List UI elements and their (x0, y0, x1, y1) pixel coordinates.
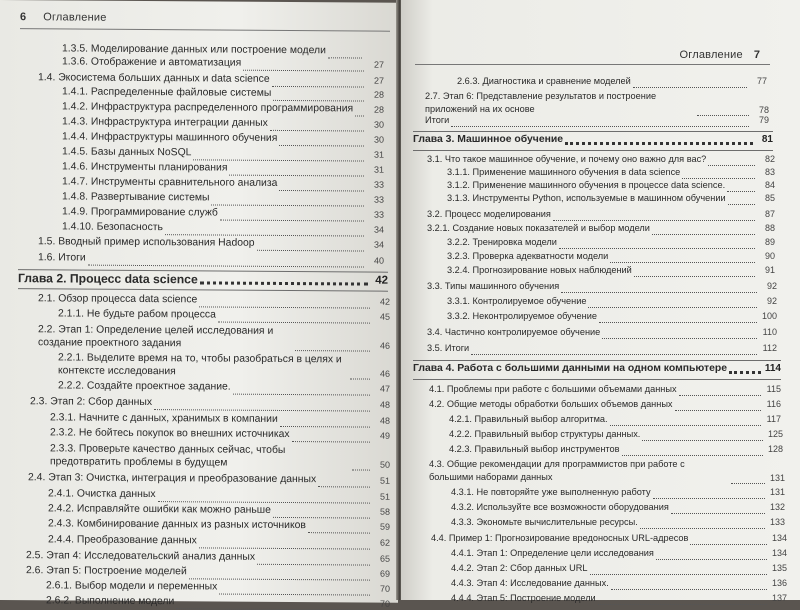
left-page-number: 6 (20, 11, 27, 24)
toc-entry: 2.2.2. Создайте проектное задание. 47 (58, 380, 390, 394)
toc-entry: 3.3.2. Неконтролируемое обучение 100 (447, 311, 777, 321)
toc-entry: 2.2. Этап 1: Определение целей исследования и создание проектного задания 46 (38, 324, 390, 351)
toc-entry: 1.3.6. Отображение и автоматизация 27 (62, 56, 384, 70)
toc-entry: 3.5. Итоги 112 (427, 343, 777, 353)
toc-chapter-heading: Глава 2. Процесс data science 42 (18, 269, 388, 291)
toc-entry: 3.1.2. Применение машинного обучения в процессе data science. 84 (447, 180, 775, 190)
toc-entry: 1.4.4. Инфраструктуры машинного обучения 30 (62, 131, 384, 145)
toc-entry: 4.4.4. Этап 5: Построение модели 137 (451, 593, 787, 603)
left-book-page (0, 0, 398, 609)
toc-entry: 2.3.1. Начните с данных, хранимых в компании 48 (50, 412, 390, 426)
toc-entry: 4.4. Пример 1: Прогнозирование вредоносных URL-адресов 134 (431, 533, 787, 543)
header-rule (415, 64, 770, 65)
toc-entry: 3.3.1. Контролируемое обучение 92 (447, 296, 777, 306)
right-book-page (401, 0, 800, 603)
toc-entry: 4.1. Проблемы при работе с большими объемами данных 115 (429, 384, 781, 394)
right-running-head (679, 49, 760, 61)
toc-entry: 1.4.8. Развертывание системы 33 (62, 191, 384, 205)
toc-entry: 4.4.1. Этап 1: Определение цели исследования 134 (451, 548, 787, 558)
toc-entry: 2.4. Этап 3: Очистка, интеграция и преобразование данных 51 (28, 472, 390, 486)
toc-entry: 3.1.1. Применение машинного обучения в data science 83 (447, 167, 775, 177)
toc-entry: 1.6. Итоги 40 (38, 252, 384, 266)
toc-entry: 4.2.1. Правильный выбор алгоритма. 117 (449, 414, 781, 424)
toc-entry: 2.3.3. Проверьте качество данных сейчас, чтобы предотвратить проблемы в будущем 50 (50, 443, 390, 470)
toc-entry: 2.4.4. Преобразование данных 62 (48, 534, 390, 548)
toc-entry: 2.4.2. Исправляйте ошибки как можно раньше 58 (48, 503, 390, 517)
toc-entry: 3.1.3. Инструменты Python, используемые в машинном обучении 85 (447, 193, 775, 203)
toc-entry: 1.4.2. Инфраструктура распределенного программирования 28 (62, 101, 384, 115)
toc-entry: 4.3. Общие рекомендации для программистов при работе с большими наборами данных 131 (429, 459, 785, 483)
toc-entry: 3.2.4. Прогнозирование новых наблюдений 91 (447, 265, 775, 275)
toc-entry: 2.5. Этап 4: Исследовательский анализ данных 65 (26, 550, 390, 564)
toc-entry: 1.4.5. Базы данных NoSQL 31 (62, 146, 384, 160)
toc-entry: 1.4.10. Безопасность 34 (62, 221, 384, 235)
toc-entry: 4.3.1. Не повторяйте уже выполненную работу 131 (451, 487, 785, 497)
toc-entry: 2.3.2. Не бойтесь покупок во внешних источниках 49 (50, 427, 390, 441)
toc-entry: 1.4.1. Распределенные файловые системы 28 (62, 86, 384, 100)
toc-entry: 3.3. Типы машинного обучения 92 (427, 281, 777, 291)
left-running-title: Оглавление (43, 11, 107, 24)
toc-entry: 1.4.7. Инструменты сравнительного анализа 33 (62, 176, 384, 190)
right-page-number: 7 (753, 49, 760, 61)
right-running-title: Оглавление (679, 49, 743, 61)
header-rule (20, 28, 390, 32)
toc-chapter-heading: Глава 3. Машинное обучение 81 (413, 131, 773, 151)
toc-entry: 3.2.2. Тренировка модели 89 (447, 237, 775, 247)
toc-entry: Итоги 79 (425, 115, 769, 125)
toc-entry: 4.2.3. Правильный выбор инструментов 128 (449, 444, 783, 454)
toc-entry: 1.4. Экосистема больших данных и data science 27 (38, 72, 384, 86)
toc-entry: 1.4.9. Программирование служб 33 (62, 206, 384, 220)
toc-entry: 3.2.1. Создание новых показателей и выбор модели 88 (427, 223, 775, 233)
toc-entry: 1.4.6. Инструменты планирования 31 (62, 161, 384, 175)
toc-entry: 2.6.2. Выполнение модели 70 (46, 595, 390, 609)
toc-entry: 2.4.3. Комбинирование данных из разных источников 59 (48, 518, 390, 532)
toc-entry: 3.4. Частично контролируемое обучение 110 (427, 327, 777, 337)
toc-entry: 2.6.1. Выбор модели и переменных 70 (46, 580, 390, 594)
toc-entry: 2.6. Этап 5: Построение моделей 69 (26, 565, 390, 579)
toc-entry: 4.3.3. Экономьте вычислительные ресурсы. 133 (451, 517, 785, 527)
toc-entry: 2.2.1. Выделите время на то, чтобы разобраться в целях и контексте исследования 46 (58, 352, 390, 379)
toc-entry: 2.7. Этап 6: Представление результатов и построение приложений на их основе 78 (425, 91, 769, 115)
toc-entry: 1.5. Вводный пример использования Hadoop 34 (38, 236, 384, 250)
toc-entry: 1.4.3. Инфраструктура интеграции данных 30 (62, 116, 384, 130)
toc-entry: 2.1. Обзор процесса data science 42 (38, 293, 390, 307)
toc-entry: 4.3.2. Используйте все возможности оборудования 132 (451, 502, 785, 512)
toc-chapter-heading: Глава 4. Работа с большими данными на одном компьютере 114 (413, 360, 781, 380)
toc-entry: 4.2. Общие методы обработки больших объемов данных 116 (429, 399, 781, 409)
toc-entry: 4.2.2. Правильный выбор структуры данных. 125 (449, 429, 783, 439)
toc-entry: 2.3. Этап 2: Сбор данных 48 (30, 396, 390, 410)
toc-entry: 4.4.3. Этап 4: Исследование данных. 136 (451, 578, 787, 588)
toc-entry: 2.6.3. Диагностика и сравнение моделей 77 (457, 76, 767, 86)
toc-entry: 4.4.2. Этап 2: Сбор данных URL 135 (451, 563, 787, 573)
toc-entry: 3.2.3. Проверка адекватности модели 90 (447, 251, 775, 261)
left-running-head (20, 11, 107, 24)
toc-entry: 1.3.5. Моделирование данных или построение модели (62, 43, 382, 58)
toc-entry: 3.2. Процесс моделирования 87 (427, 209, 775, 219)
toc-entry: 2.4.1. Очистка данных 51 (48, 488, 390, 502)
toc-entry: 2.1.1. Не будьте рабом процесса 45 (58, 308, 390, 322)
toc-entry: 3.1. Что такое машинное обучение, и почему оно важно для вас? 82 (427, 154, 775, 164)
